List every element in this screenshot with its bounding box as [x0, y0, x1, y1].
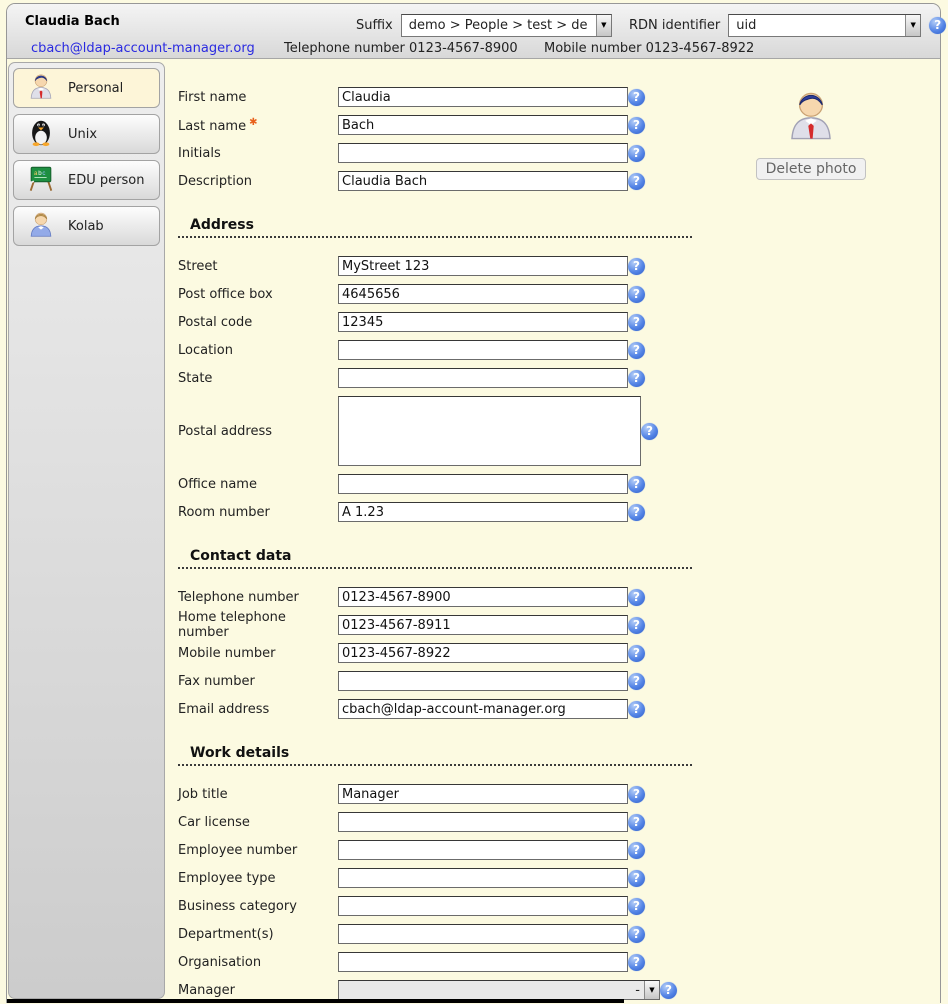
- tab-label: Unix: [68, 126, 98, 142]
- room-number-input[interactable]: [338, 502, 628, 522]
- first-name-input[interactable]: [338, 87, 628, 107]
- form-row-initials: [178, 139, 692, 167]
- svg-text:b: b: [38, 170, 42, 178]
- tab-personal[interactable]: [13, 68, 160, 108]
- help-icon[interactable]: ?: [628, 589, 645, 606]
- help-icon[interactable]: ?: [628, 89, 645, 106]
- photo-column: [755, 80, 867, 180]
- employee-type-input[interactable]: [338, 868, 628, 888]
- form-row-office-name: [178, 470, 692, 498]
- form-row-street: [178, 252, 692, 280]
- field-label: [178, 610, 338, 640]
- rdn-label: RDN identifier: [629, 17, 721, 33]
- field-label: [178, 646, 338, 661]
- field-label-text: Email address: [178, 701, 270, 717]
- state-input[interactable]: [338, 368, 628, 388]
- section-heading-contact-data: Contact data: [178, 548, 692, 569]
- field-label-text: Description: [178, 173, 253, 189]
- account-title: Claudia Bach: [25, 14, 120, 29]
- email-link[interactable]: cbach@ldap-account-manager.org: [31, 41, 255, 56]
- home-telephone-number-input[interactable]: [338, 615, 628, 635]
- form-row-post-office-box: [178, 280, 692, 308]
- account-header: [7, 4, 940, 59]
- tab-label: EDU person: [68, 172, 145, 188]
- help-icon[interactable]: ?: [628, 645, 645, 662]
- post-office-box-input[interactable]: [338, 284, 628, 304]
- tux-icon: [26, 117, 56, 151]
- form-row-last-name: [178, 111, 692, 139]
- help-icon[interactable]: ?: [628, 173, 645, 190]
- field-label-text: Postal code: [178, 314, 253, 330]
- help-icon[interactable]: ?: [929, 17, 946, 34]
- field-label: [178, 287, 338, 302]
- tab-edu-person[interactable]: [13, 160, 160, 200]
- form-row-postal-code: [178, 308, 692, 336]
- field-label-text: First name: [178, 89, 247, 105]
- suffix-select-value: demo > People > test > de: [408, 17, 588, 33]
- help-icon[interactable]: ?: [628, 617, 645, 634]
- form-row-postal-address: [178, 392, 692, 470]
- telephone-number-input[interactable]: [338, 587, 628, 607]
- fax-number-input[interactable]: [338, 671, 628, 691]
- field-label: [178, 259, 338, 274]
- form-row-employee-type: [178, 864, 692, 892]
- form-row-location: [178, 336, 692, 364]
- form-row-organisation: [178, 948, 692, 976]
- postal-address-textarea[interactable]: [338, 396, 641, 466]
- form-row-email-address: [178, 695, 692, 723]
- field-label: [178, 90, 338, 105]
- tab-kolab[interactable]: [13, 206, 160, 246]
- field-label: [178, 787, 338, 802]
- field-label: [178, 174, 338, 189]
- office-name-input[interactable]: [338, 474, 628, 494]
- field-label-text: Organisation: [178, 954, 262, 970]
- chevron-down-icon[interactable]: ▼: [596, 15, 611, 36]
- field-label-text: Car license: [178, 814, 250, 830]
- mobile-number-input[interactable]: [338, 643, 628, 663]
- field-label-text: Telephone number: [178, 589, 299, 605]
- help-icon[interactable]: ?: [628, 786, 645, 803]
- help-icon[interactable]: ?: [628, 476, 645, 493]
- rdn-select-value: uid: [736, 17, 757, 33]
- help-icon[interactable]: ?: [628, 342, 645, 359]
- field-label-text: Employee number: [178, 842, 298, 858]
- field-label: [178, 843, 338, 858]
- form-row-home-telephone-number: [178, 611, 692, 639]
- field-label: [178, 343, 338, 358]
- help-icon[interactable]: ?: [628, 286, 645, 303]
- header-telephone-text: Telephone number 0123-4567-8900: [284, 41, 518, 56]
- help-icon[interactable]: ?: [628, 898, 645, 915]
- help-icon[interactable]: ?: [641, 423, 658, 440]
- form-row-job-title: [178, 780, 692, 808]
- suffix-group: [356, 13, 612, 37]
- field-label: [178, 674, 338, 689]
- postal-code-input[interactable]: [338, 312, 628, 332]
- field-label-text: Last name: [178, 118, 247, 134]
- field-label: [178, 983, 338, 998]
- description-input[interactable]: [338, 171, 628, 191]
- department-s-input[interactable]: [338, 924, 628, 944]
- user-photo: [782, 80, 840, 154]
- account-edit-window: [6, 3, 941, 1003]
- svg-text:a: a: [33, 170, 38, 178]
- help-icon[interactable]: ?: [628, 842, 645, 859]
- svg-text:c: c: [42, 170, 46, 178]
- field-label: [178, 477, 338, 492]
- field-label: [178, 424, 338, 439]
- initials-input[interactable]: [338, 143, 628, 163]
- delete-photo-button[interactable]: Delete photo: [756, 158, 867, 180]
- last-name-input[interactable]: [338, 115, 628, 135]
- location-input[interactable]: [338, 340, 628, 360]
- form-row-employee-number: [178, 836, 692, 864]
- help-icon[interactable]: ?: [628, 673, 645, 690]
- help-icon[interactable]: ?: [628, 926, 645, 943]
- field-label: [178, 146, 338, 161]
- help-icon[interactable]: ?: [660, 982, 677, 999]
- help-icon[interactable]: ?: [628, 314, 645, 331]
- field-label: [178, 505, 338, 520]
- form-row-room-number: [178, 498, 692, 526]
- field-label-text: Street: [178, 258, 218, 274]
- header-mobile-text: Mobile number 0123-4567-8922: [544, 41, 755, 56]
- tab-label: Kolab: [68, 218, 104, 234]
- chevron-down-icon[interactable]: ▼: [905, 15, 920, 36]
- field-label-text: Employee type: [178, 870, 276, 886]
- job-title-input[interactable]: [338, 784, 628, 804]
- suffix-select[interactable]: [401, 14, 612, 37]
- help-icon[interactable]: ?: [628, 701, 645, 718]
- help-icon[interactable]: ?: [628, 370, 645, 387]
- module-sidebar: [8, 62, 165, 999]
- form-row-mobile-number: [178, 639, 692, 667]
- field-label-text: Location: [178, 342, 233, 358]
- field-label: [178, 315, 338, 330]
- field-label-text: Department(s): [178, 926, 274, 942]
- help-icon[interactable]: ?: [628, 814, 645, 831]
- form-row-fax-number: [178, 667, 692, 695]
- form-row-business-category: [178, 892, 692, 920]
- field-label-text: Business category: [178, 898, 297, 914]
- field-label-text: State: [178, 370, 213, 386]
- kolab-user-icon: [26, 209, 56, 243]
- business-category-input[interactable]: [338, 896, 628, 916]
- field-label-text: Manager: [178, 982, 235, 998]
- field-label: [178, 899, 338, 914]
- organisation-input[interactable]: [338, 952, 628, 972]
- field-label: [178, 955, 338, 970]
- required-icon: ✱: [249, 116, 258, 128]
- form-row-description: [178, 167, 692, 195]
- form-row-state: [178, 364, 692, 392]
- chalkboard-icon: [26, 163, 56, 197]
- field-label-text: Job title: [178, 786, 228, 802]
- tab-label: Personal: [68, 80, 124, 96]
- form-row-department-s: [178, 920, 692, 948]
- field-label: [178, 702, 338, 717]
- field-label: [178, 871, 338, 886]
- field-label: [178, 590, 338, 605]
- field-label-text: Fax number: [178, 673, 255, 689]
- person-icon: [26, 71, 56, 105]
- suffix-label: Suffix: [356, 17, 393, 33]
- select-value: -: [635, 982, 640, 998]
- field-label-text: Home telephone number: [178, 610, 286, 640]
- car-license-input[interactable]: [338, 812, 628, 832]
- field-label-text: Postal address: [178, 423, 272, 439]
- tab-unix[interactable]: [13, 114, 160, 154]
- help-icon[interactable]: ?: [628, 504, 645, 521]
- form-row-telephone-number: [178, 583, 692, 611]
- rdn-group: [629, 13, 946, 37]
- section-heading-address: Address: [178, 217, 692, 238]
- help-icon[interactable]: ?: [628, 954, 645, 971]
- field-label-text: Room number: [178, 504, 270, 520]
- field-label-text: Post office box: [178, 286, 273, 302]
- chevron-down-icon[interactable]: ▼: [644, 981, 659, 999]
- form-row-car-license: [178, 808, 692, 836]
- field-label-text: Office name: [178, 476, 257, 492]
- bottom-divider: [7, 999, 624, 1003]
- help-icon[interactable]: ?: [628, 258, 645, 275]
- help-icon[interactable]: ?: [628, 117, 645, 134]
- rdn-select[interactable]: [728, 14, 921, 37]
- personal-form: [178, 83, 692, 1004]
- email-address-input[interactable]: [338, 699, 628, 719]
- field-label: [178, 117, 338, 134]
- field-label-text: Mobile number: [178, 645, 276, 661]
- manager-select[interactable]: [338, 980, 660, 1000]
- field-label: [178, 927, 338, 942]
- employee-number-input[interactable]: [338, 840, 628, 860]
- form-row-first-name: [178, 83, 692, 111]
- help-icon[interactable]: ?: [628, 870, 645, 887]
- help-icon[interactable]: ?: [628, 145, 645, 162]
- field-label: [178, 815, 338, 830]
- street-input[interactable]: [338, 256, 628, 276]
- field-label-text: Initials: [178, 145, 221, 161]
- section-heading-work-details: Work details: [178, 745, 692, 766]
- field-label: [178, 371, 338, 386]
